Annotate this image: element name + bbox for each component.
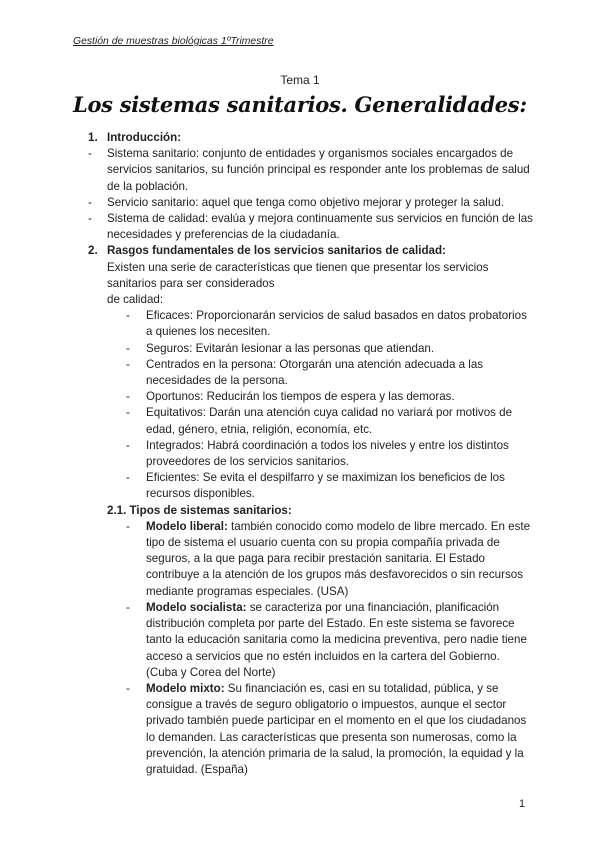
section-title: Rasgos fundamentales de los servicios sanitarios de calidad: [107,244,446,258]
topic-label: Tema 1 [280,73,320,87]
section-1-heading [73,130,533,146]
section-number: 2. [88,244,98,258]
section-2-heading [73,243,533,259]
page-header: Gestión de muestras biológicas 1ºTrimestre [73,36,274,47]
list-item: - Eficientes: Se evita el despilfarro y se maximizan los beneficios de los recursos disponibles. [126,471,505,501]
section-number: 1. [88,131,98,144]
list-item: - Equitativos: Darán una atención cuya calidad no variará por motivos de edad, género, etnia, religión, economía, etc. [126,406,513,436]
document-body [73,130,533,778]
section-intro: Existen una serie de características que tienen que presentar los servicios sanitarios para ser considerados [107,260,489,290]
list-item: - Modelo mixto: Su financiación es, casi en su totalidad, pública, y se consigue a través de seguro obligatorio o impuestos, aunque el sector privado también puede participar en el momento en el que los ciudadanos lo demanden. Las características que presenta son numerosas, como la prevención, la atención primaria de la salud, la promoción, la equidad y la gratuidad. (España) [126,681,527,776]
page-number: 1 [519,798,526,810]
subsection-title: 2.1. Tipos de sistemas sanitarios: [107,503,292,517]
section-title: Introducción: [107,131,182,144]
list-item: - Modelo liberal: también conocido como modelo de libre mercado. En este tipo de sistema el usuario cuenta con su propia compañía privada de seguros, a la que paga para recibir prestación sanitaria. El Estado contribuye a la atención de los grupos más desfavorecidos o sin recursos mediante programas especiales. (USA) [126,519,531,598]
list-item: - Sistema sanitario: conjunto de entidades y organismos sociales encargados de servicios sanitarios, su función principal es responder ante los problemas de salud de la población. [88,147,530,193]
list-item: - Servicio sanitario: aquel que tenga como objetivo mejorar y proteger la salud. [88,195,504,209]
section-intro-continuation: de calidad: [107,293,164,307]
list-item: - Integrados: Habrá coordinación a todos los niveles y entre los distintos proveedores de los servicios sanitarios. [126,438,509,469]
list-item: - Eficaces: Proporcionarán servicios de salud basados en datos probatorios a quienes los necesiten. [126,309,527,339]
list-item: - Centrados en la persona: Otorgarán una atención adecuada a las necesidades de la persona. [126,357,484,388]
list-item: - Sistema de calidad: evalúa y mejora continuamente sus servicios en función de las necesidades y preferencias de la ciudadanía. [88,212,533,242]
list-item: - Seguros: Evitarán lesionar a las personas que atiendan. [126,341,435,355]
list-item: - Modelo socialista: se caracteriza por una financiación, planificación distribución completa por parte del Estado. En este sistema se favorece tanto la educación sanitaria como la medicina preventiva, pero nadie tiene acceso a servicios que no estén incluidos en la cartera del Gobierno. (Cuba y Corea del Norte) [126,600,527,679]
list-item: - Oportunos: Reducirán los tiempos de espera y las demoras. [126,390,455,404]
page-title: Los sistemas sanitarios. Generalidades: [73,92,527,117]
